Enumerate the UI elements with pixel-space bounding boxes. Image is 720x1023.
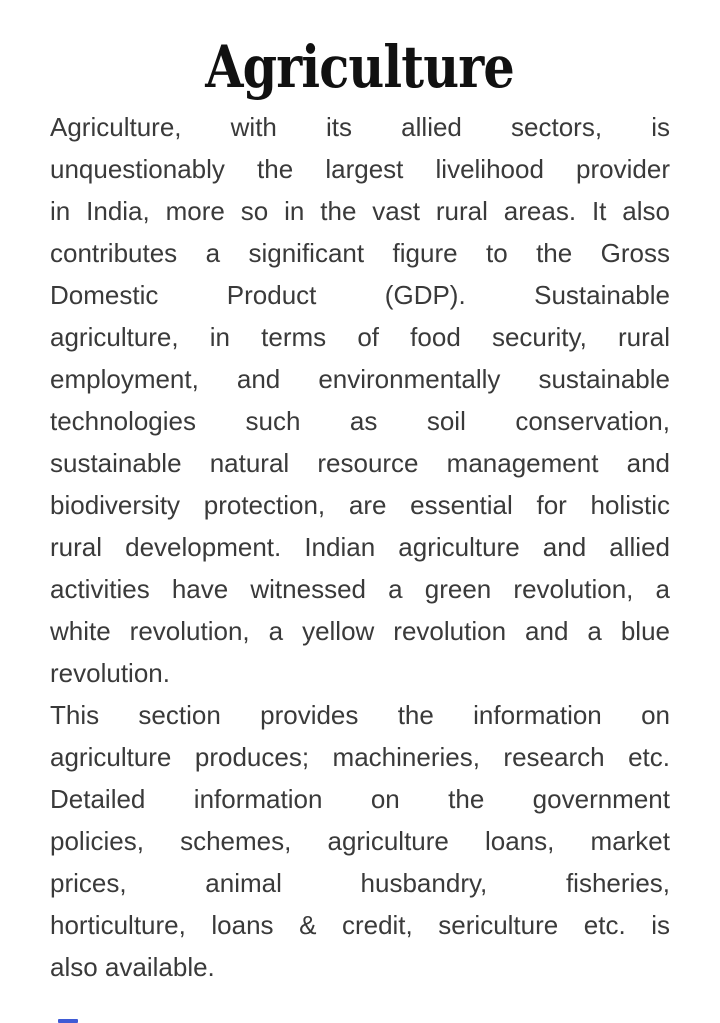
text-line: This section provides the information on — [50, 700, 670, 730]
page-title-text: Agriculture — [205, 33, 515, 101]
text-line: unquestionably the largest livelihood provider — [50, 154, 670, 184]
text-line: white revolution, a yellow revolution and a blue — [50, 616, 670, 646]
text-line: also available. — [50, 952, 215, 982]
text-line: technologies such as soil conservation, — [50, 406, 670, 436]
text-line: revolution. — [50, 658, 170, 688]
article-body — [50, 106, 670, 988]
text-line: horticulture, loans & credit, sericulture etc. is — [50, 910, 670, 940]
text-line: sustainable natural resource management and — [50, 448, 670, 478]
clipped-link-fragment[interactable] — [58, 1019, 78, 1023]
text-line: policies, schemes, agriculture loans, market — [50, 826, 670, 856]
text-line: Domestic Product (GDP). Sustainable — [50, 280, 670, 310]
text-line: biodiversity protection, are essential for holistic — [50, 490, 670, 520]
text-line: employment, and environmentally sustainable — [50, 364, 670, 394]
text-line: contributes a significant figure to the Gross — [50, 238, 670, 268]
page-title — [50, 33, 670, 101]
text-line: rural development. Indian agriculture and allied — [50, 532, 670, 562]
text-line: Detailed information on the government — [50, 784, 670, 814]
text-line: agriculture, in terms of food security, rural — [50, 322, 670, 352]
paragraph-1 — [50, 106, 670, 694]
article-page — [0, 33, 720, 1023]
text-line: prices, animal husbandry, fisheries, — [50, 868, 670, 898]
text-line: agriculture produces; machineries, research etc. — [50, 742, 670, 772]
text-line: Agriculture, with its allied sectors, is — [50, 112, 670, 142]
paragraph-2 — [50, 694, 670, 988]
text-line: activities have witnessed a green revolution, a — [50, 574, 670, 604]
text-line: in India, more so in the vast rural areas. It also — [50, 196, 670, 226]
